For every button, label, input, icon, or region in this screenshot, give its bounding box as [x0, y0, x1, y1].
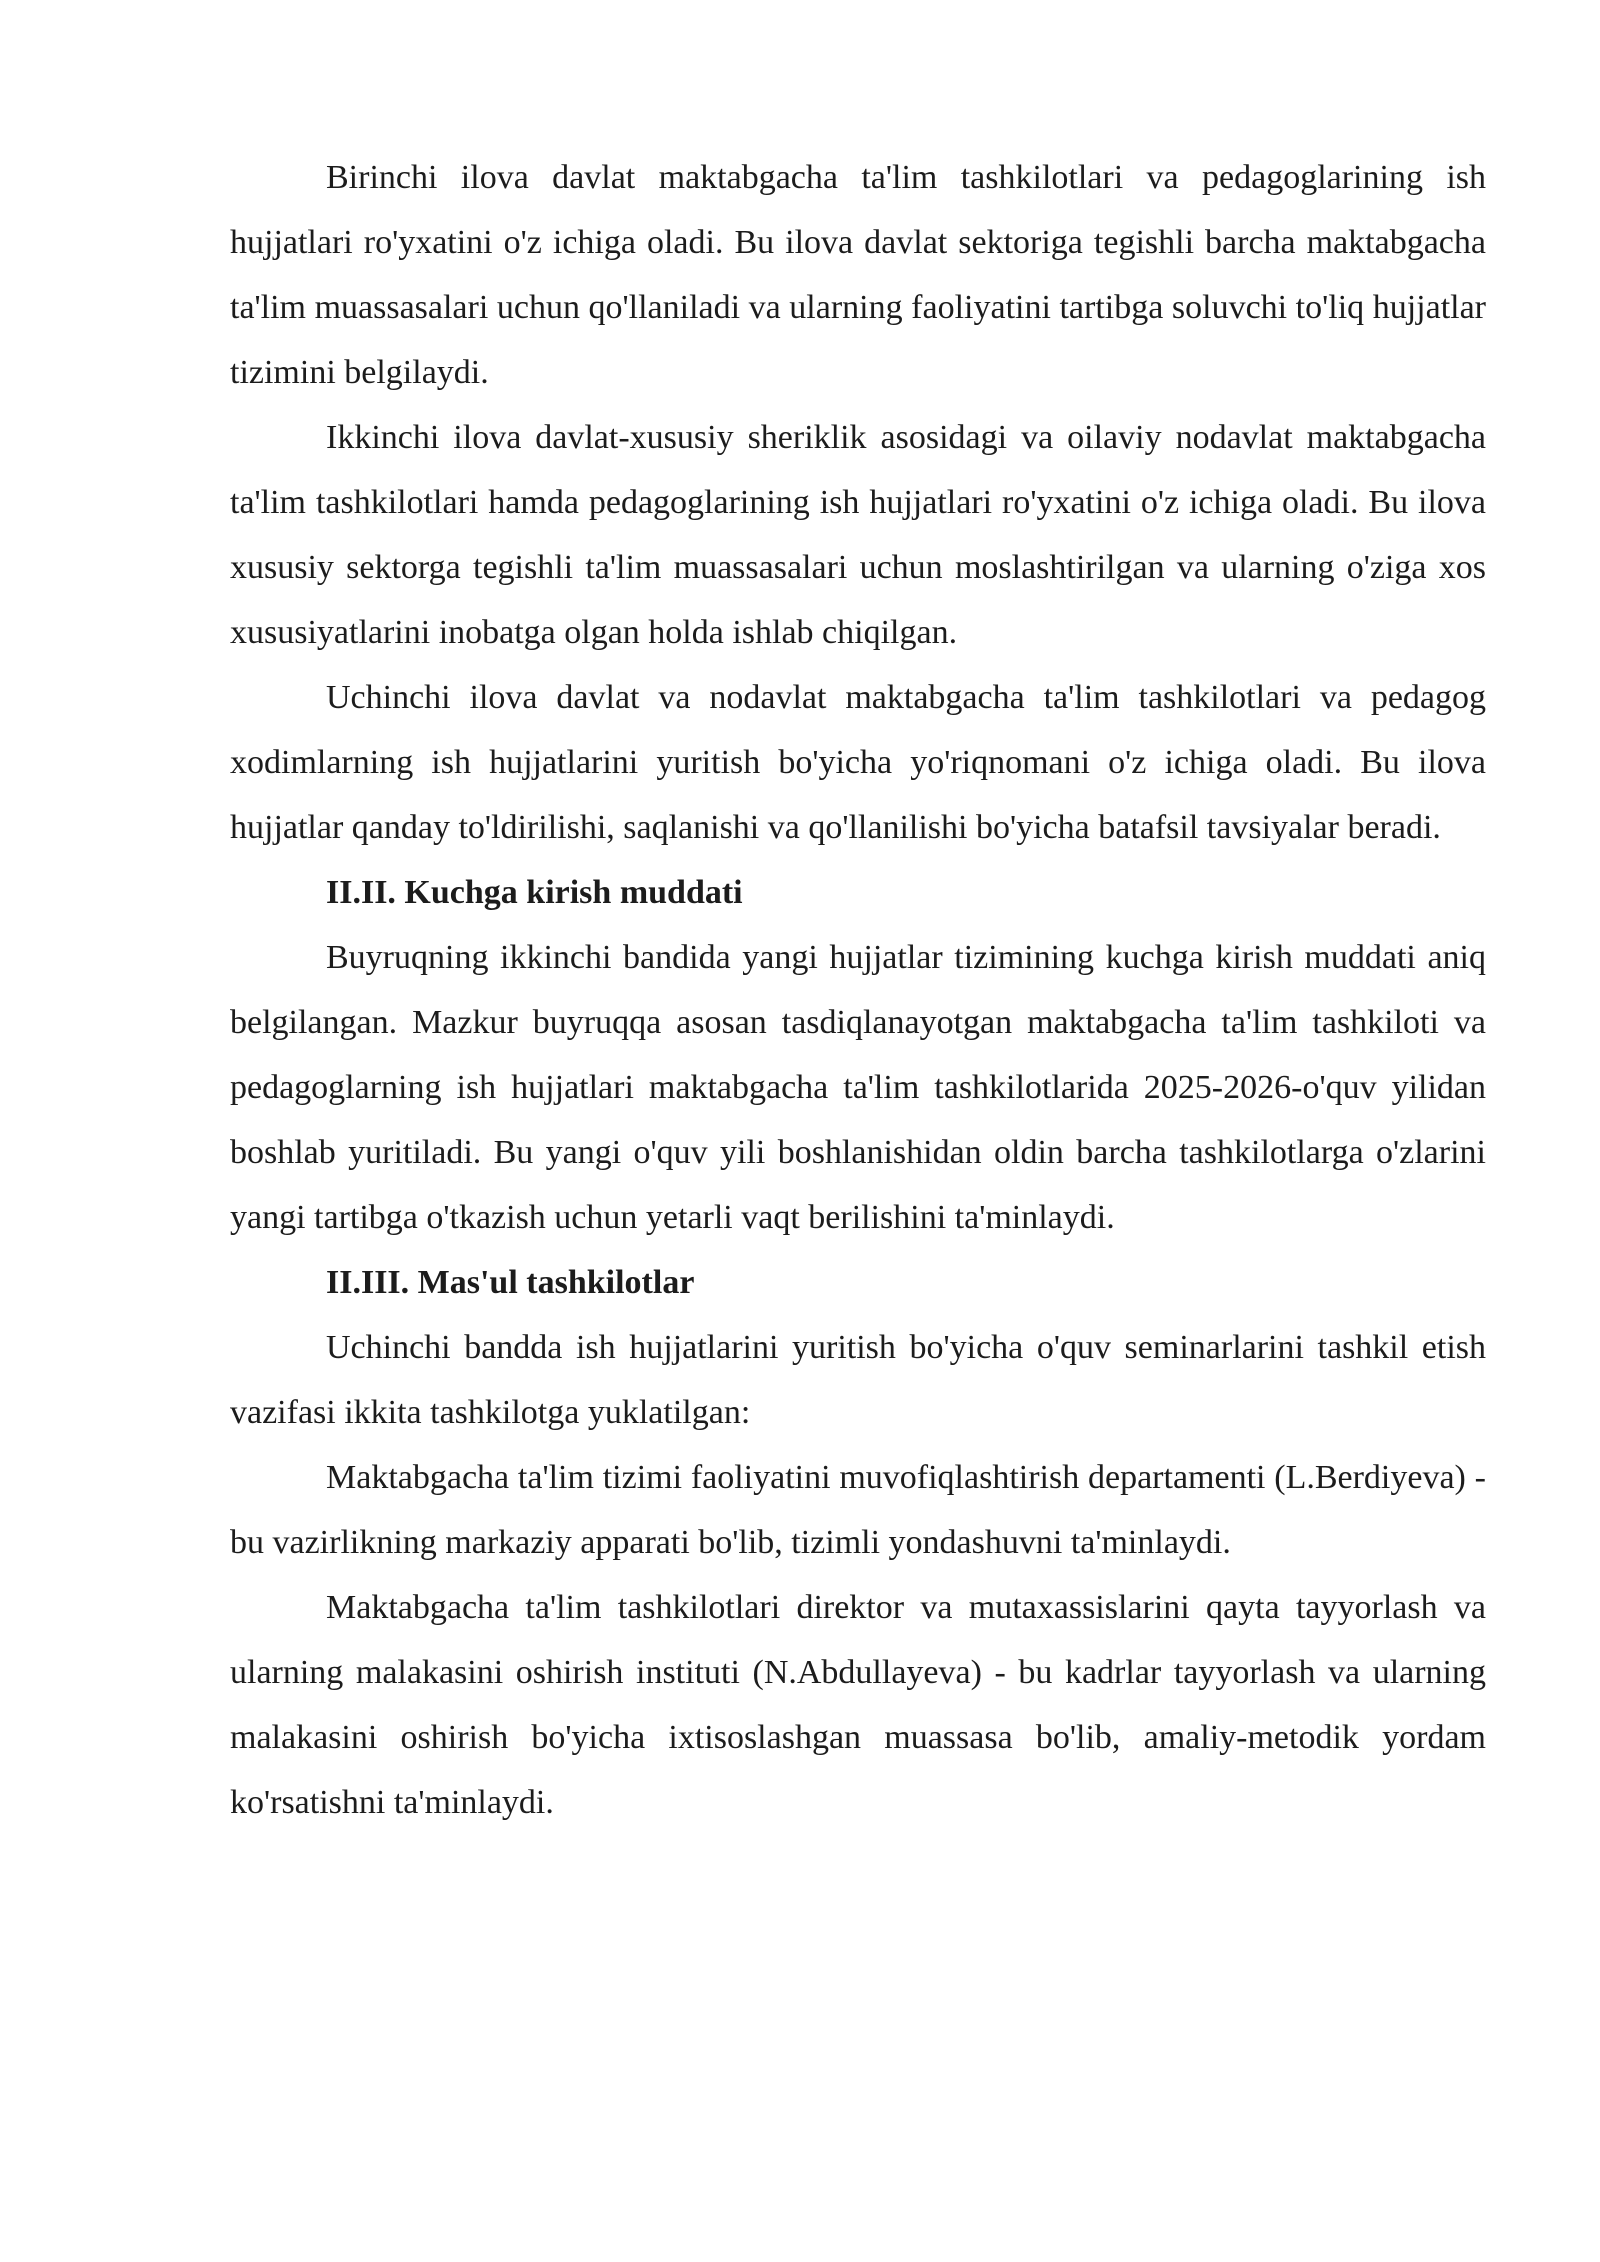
- document-page: [230, 145, 1486, 1835]
- paragraph-third-appendix: Uchinchi ilova davlat va nodavlat maktabgacha ta'lim tashkilotlari va pedagog xodimlarning ish hujjatlarini yuritish bo'yicha yo'riqnomani o'z ichiga oladi. Bu ilova hujjatlar qanday to'ldirilishi, saqlanishi va qo'llanilishi bo'yicha batafsil tavsiyalar beradi.: [230, 679, 1486, 846]
- section-heading-entry-into-force: II.II. Kuchga kirish muddati: [326, 874, 743, 911]
- section-heading-responsible-organizations: II.III. Mas'ul tashkilotlar: [326, 1264, 695, 1301]
- paragraph-institute: Maktabgacha ta'lim tashkilotlari direktor va mutaxassislarini qayta tayyorlash va ularning malakasini oshirish instituti (N.Abdullayeva) - bu kadrlar tayyorlash va ularning malakasini oshirish bo'yicha ixtisoslashgan muassasa bo'lib, amaliy-metodik yordam ko'rsatishni ta'minlaydi.: [230, 1589, 1486, 1821]
- paragraph-seminars-intro: Uchinchi bandda ish hujjatlarini yuritish bo'yicha o'quv seminarlarini tashkil etish vazifasi ikkita tashkilotga yuklatilgan:: [230, 1329, 1486, 1431]
- paragraph-first-appendix: Birinchi ilova davlat maktabgacha ta'lim tashkilotlari va pedagoglarining ish hujjatlari ro'yxatini o'z ichiga oladi. Bu ilova davlat sektoriga tegishli barcha maktabgacha ta'lim muassasalari uchun qo'llaniladi va ularning faoliyatini tartibga soluvchi to'liq hujjatlar tizimini belgilaydi.: [230, 159, 1486, 391]
- paragraph-entry-into-force: Buyruqning ikkinchi bandida yangi hujjatlar tizimining kuchga kirish muddati aniq belgilangan. Mazkur buyruqqa asosan tasdiqlanayotgan maktabgacha ta'lim tashkiloti va pedagoglarning ish hujjatlari maktabgacha ta'lim tashkilotlarida 2025-2026-o'quv yilidan boshlab yuritiladi. Bu yangi o'quv yili boshlanishidan oldin barcha tashkilotlarga o'zlarini yangi tartibga o'tkazish uchun yetarli vaqt berilishini ta'minlaydi.: [230, 939, 1486, 1236]
- paragraph-department: Maktabgacha ta'lim tizimi faoliyatini muvofiqlashtirish departamenti (L.Berdiyeva) - bu vazirlikning markaziy apparati bo'lib, tizimli yondashuvni ta'minlaydi.: [230, 1459, 1486, 1561]
- paragraph-second-appendix: Ikkinchi ilova davlat-xususiy sheriklik asosidagi va oilaviy nodavlat maktabgacha ta'lim tashkilotlari hamda pedagoglarining ish hujjatlari ro'yxatini o'z ichiga oladi. Bu ilova xususiy sektorga tegishli ta'lim muassasalari uchun moslashtirilgan va ularning o'ziga xos xususiyatlarini inobatga olgan holda ishlab chiqilgan.: [230, 419, 1486, 651]
